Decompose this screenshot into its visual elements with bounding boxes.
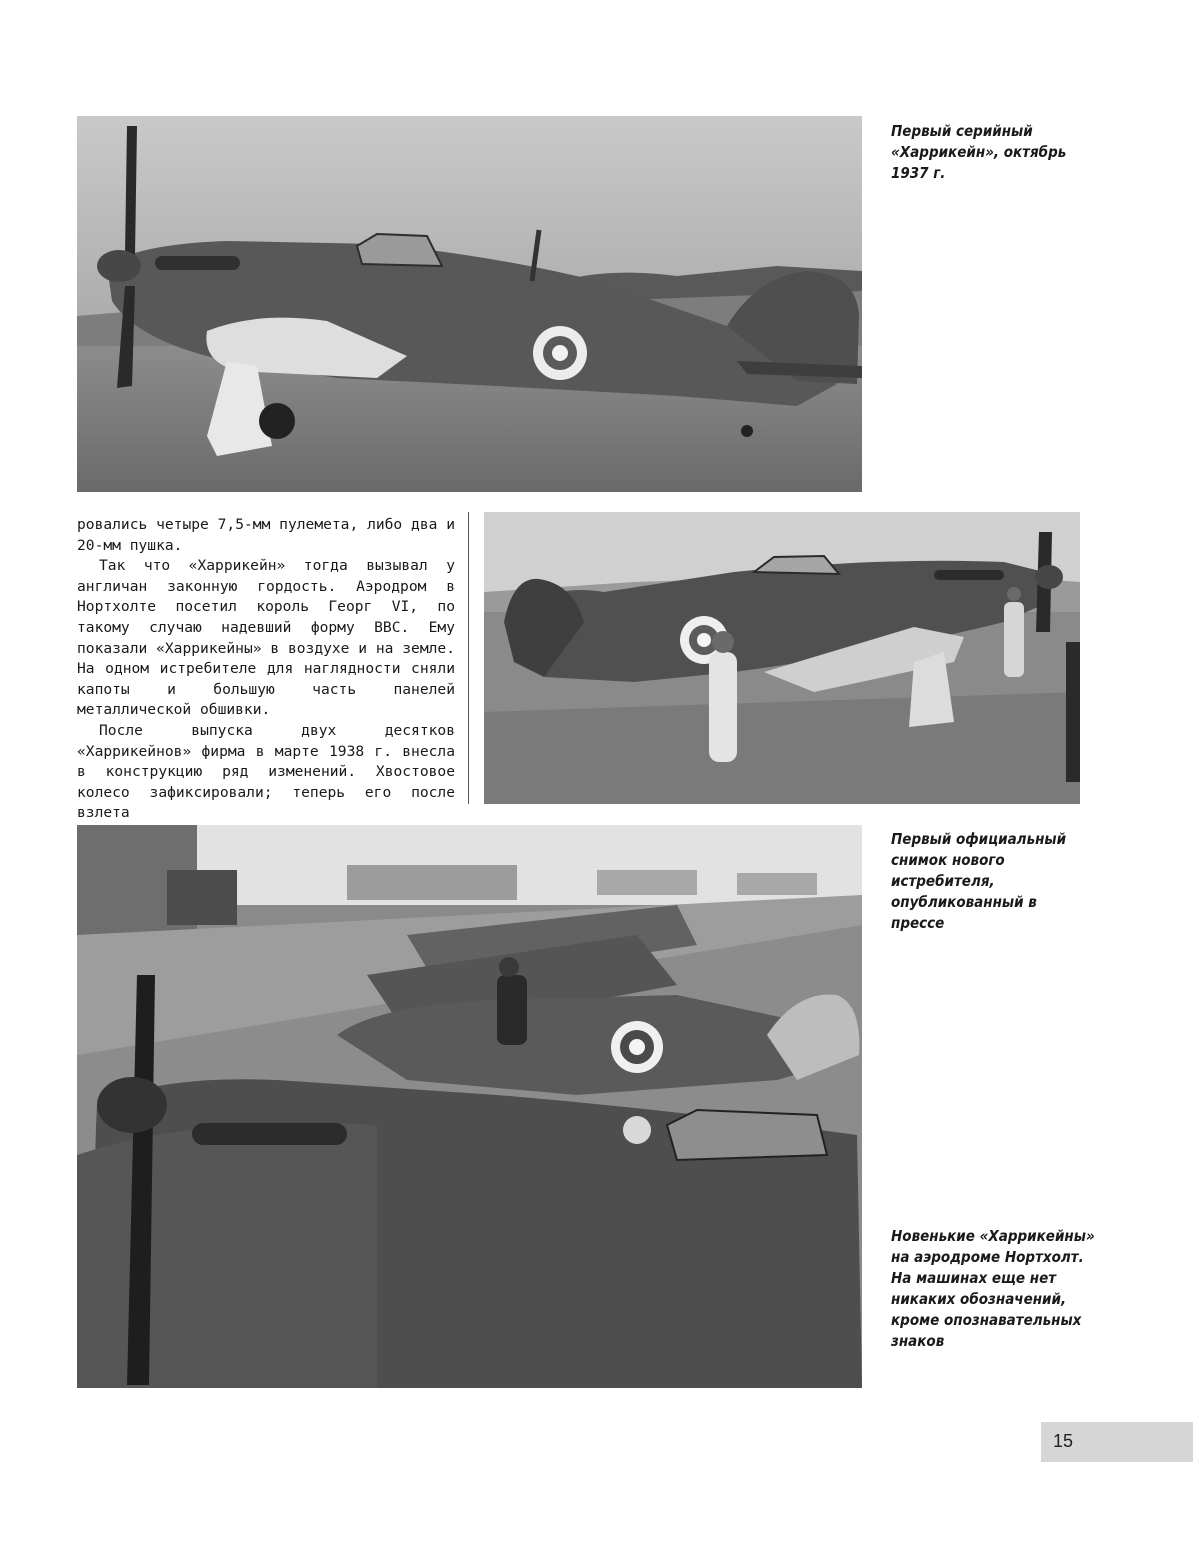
caption-first-official-photo: Первый официальный снимок нового истребителя, опубликованный в прессе (891, 830, 1067, 932)
column-divider (468, 512, 469, 804)
paragraph-3: После выпуска двух десятков «Харрикейнов» фирма в марте 1938 г. внесла в конструкцию ряд изменений. Хвостовое колесо зафиксировали; теперь его после взлета (77, 721, 455, 822)
photo-first-production-hurricane (77, 116, 862, 492)
paragraph-2: Так что «Харрикейн» тогда вызывал у англичан законную гордость. Аэродром в Нортхолте посетил король Георг VI, по такому случаю надевший форму ВВС. Ему показали «Харрикейны» в воздухе и на земле. На одном истребителе для наглядности сняли капоты и большую часть панелей металлической обшивки. (77, 557, 455, 719)
photo-hurricane-ground-crew (484, 512, 1080, 804)
caption-new-hurricanes-northolt: Новенькие «Харрикейны» на аэродроме Нортхолт. На машинах еще нет никаких обозначений, кроме опознавательных знаков (891, 1227, 1095, 1350)
paragraph-1: ровались четыре 7,5-мм пулемета, либо два и 20-мм пушка. (77, 516, 455, 554)
page-number-box (1041, 1422, 1193, 1462)
caption-first-production: Первый серийный «Харрикейн», октябрь 1937 г. (891, 122, 1067, 182)
article-text-column (77, 515, 455, 824)
page-number: 15 (1053, 1431, 1074, 1451)
photo-hurricanes-northolt (77, 825, 862, 1388)
